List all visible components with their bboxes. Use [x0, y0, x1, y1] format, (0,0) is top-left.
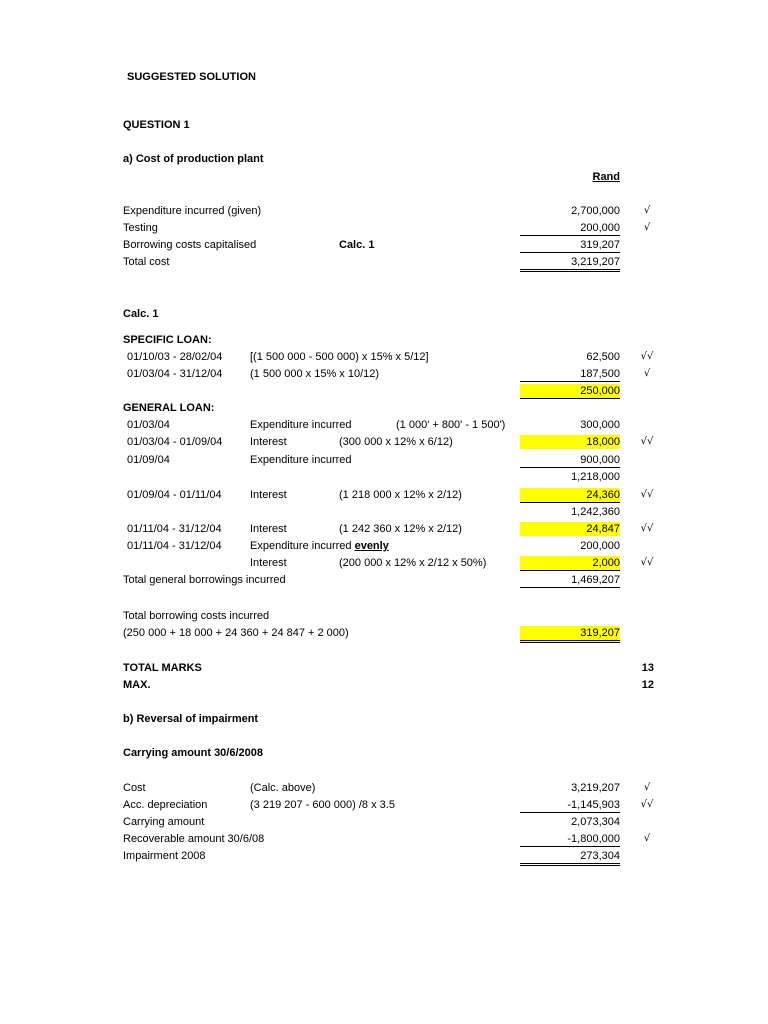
row-label: Impairment 2008 — [123, 850, 206, 862]
description: Expenditure incurred — [250, 419, 352, 431]
row-amount: -1,145,903 — [520, 798, 620, 813]
period: 01/03/04 — [127, 419, 170, 431]
part-b-heading: b) Reversal of impairment — [123, 713, 259, 725]
row-amount: 2,073,304 — [571, 816, 620, 828]
row-amount: 24,847 — [520, 522, 620, 536]
formula: (3 219 207 - 600 000) /8 x 3.5 — [250, 799, 395, 811]
row-amount: 319,207 — [520, 238, 620, 253]
specific-loan-heading: SPECIFIC LOAN: — [123, 334, 212, 346]
description-text: Expenditure incurred — [250, 540, 352, 552]
tick-mark: √ — [643, 833, 651, 844]
subtotal-amount: 1,242,360 — [571, 506, 620, 518]
row-amount: 187,500 — [520, 367, 620, 382]
row-amount: 2,700,000 — [571, 205, 620, 217]
part-a-heading: a) Cost of production plant — [123, 153, 264, 165]
general-loan-heading: GENERAL LOAN: — [123, 402, 215, 414]
description: Interest — [250, 557, 287, 569]
row-label: Carrying amount — [123, 816, 205, 828]
total-borrowing-amount: 319,207 — [520, 626, 620, 643]
tick-mark: √√ — [640, 351, 654, 362]
row-amount: 18,000 — [520, 435, 620, 449]
calc-reference: Calc. 1 — [339, 239, 375, 251]
general-total-label: Total general borrowings incurred — [123, 574, 286, 586]
description: Interest — [250, 489, 287, 501]
total-marks-label: TOTAL MARKS — [123, 662, 202, 674]
tick-mark: √√ — [640, 799, 654, 810]
period: 01/11/04 - 31/12/04 — [127, 523, 222, 535]
impairment-amount: 273,304 — [520, 849, 620, 866]
formula: (200 000 x 12% x 2/12 x 50%) — [339, 557, 487, 569]
tick-mark: √√ — [640, 489, 654, 500]
period: 01/03/04 - 31/12/04 — [127, 368, 223, 380]
part-b-subheading: Carrying amount 30/6/2008 — [123, 747, 264, 759]
max-marks-label: MAX. — [123, 679, 151, 691]
tick-mark: √ — [643, 782, 651, 793]
question-heading: QUESTION 1 — [123, 119, 190, 131]
calc1-heading: Calc. 1 — [123, 308, 159, 320]
period: 01/11/04 - 31/12/04 — [127, 540, 222, 552]
document-title: SUGGESTED SOLUTION — [127, 71, 256, 83]
row-label: Testing — [123, 222, 158, 234]
row-label: Acc. depreciation — [123, 799, 208, 811]
description-emphasis: evenly — [354, 540, 389, 552]
formula: (1 242 360 x 12% x 2/12) — [339, 523, 462, 535]
row-amount: 300,000 — [580, 419, 620, 431]
row-amount: 900,000 — [520, 453, 620, 468]
currency-header: Rand — [592, 171, 620, 183]
subtotal-amount: 1,218,000 — [571, 471, 620, 483]
period: 01/09/04 — [127, 454, 170, 466]
total-borrowing-formula: (250 000 + 18 000 + 24 360 + 24 847 + 2 000) — [123, 627, 349, 639]
period: 01/09/04 - 01/11/04 — [127, 489, 222, 501]
row-label: Cost — [123, 782, 146, 794]
max-marks-value: 12 — [641, 679, 654, 691]
tick-mark: √ — [643, 222, 651, 233]
description: Interest — [250, 436, 287, 448]
formula: (Calc. above) — [250, 782, 316, 794]
row-amount: -1,800,000 — [520, 832, 620, 847]
tick-mark: √√ — [640, 436, 654, 447]
row-label: Expenditure incurred (given) — [123, 205, 262, 217]
row-label: Total cost — [123, 256, 170, 268]
period: 01/10/03 - 28/02/04 — [127, 351, 223, 363]
tick-mark: √ — [643, 368, 651, 379]
formula: (1 218 000 x 12% x 2/12) — [339, 489, 462, 501]
general-total-amount: 1,469,207 — [520, 573, 620, 588]
formula: (1 000' + 800' - 1 500') — [396, 419, 506, 431]
description: Interest — [250, 523, 287, 535]
row-amount: 2,000 — [520, 556, 620, 571]
specific-loan-total: 250,000 — [520, 384, 620, 399]
row-amount: 62,500 — [586, 351, 620, 363]
tick-mark: √√ — [640, 523, 654, 534]
period: 01/03/04 - 01/09/04 — [127, 436, 223, 448]
total-cost-amount: 3,219,207 — [520, 255, 620, 272]
description: Expenditure incurred — [250, 454, 352, 466]
description — [250, 539, 389, 553]
row-amount: 200,000 — [520, 221, 620, 236]
formula: [(1 500 000 - 500 000) x 15% x 5/12] — [250, 351, 429, 363]
formula: (1 500 000 x 15% x 10/12) — [250, 368, 380, 380]
tick-mark: √ — [643, 205, 651, 216]
row-amount: 24,360 — [520, 488, 620, 503]
formula: (300 000 x 12% x 6/12) — [339, 436, 453, 448]
row-label: Recoverable amount 30/6/08 — [123, 833, 265, 845]
total-marks-value: 13 — [641, 662, 654, 674]
row-amount: 200,000 — [580, 540, 620, 552]
row-label: Borrowing costs capitalised — [123, 239, 257, 251]
total-borrowing-label: Total borrowing costs incurred — [123, 610, 270, 622]
row-amount: 3,219,207 — [571, 782, 620, 794]
tick-mark: √√ — [640, 557, 654, 568]
